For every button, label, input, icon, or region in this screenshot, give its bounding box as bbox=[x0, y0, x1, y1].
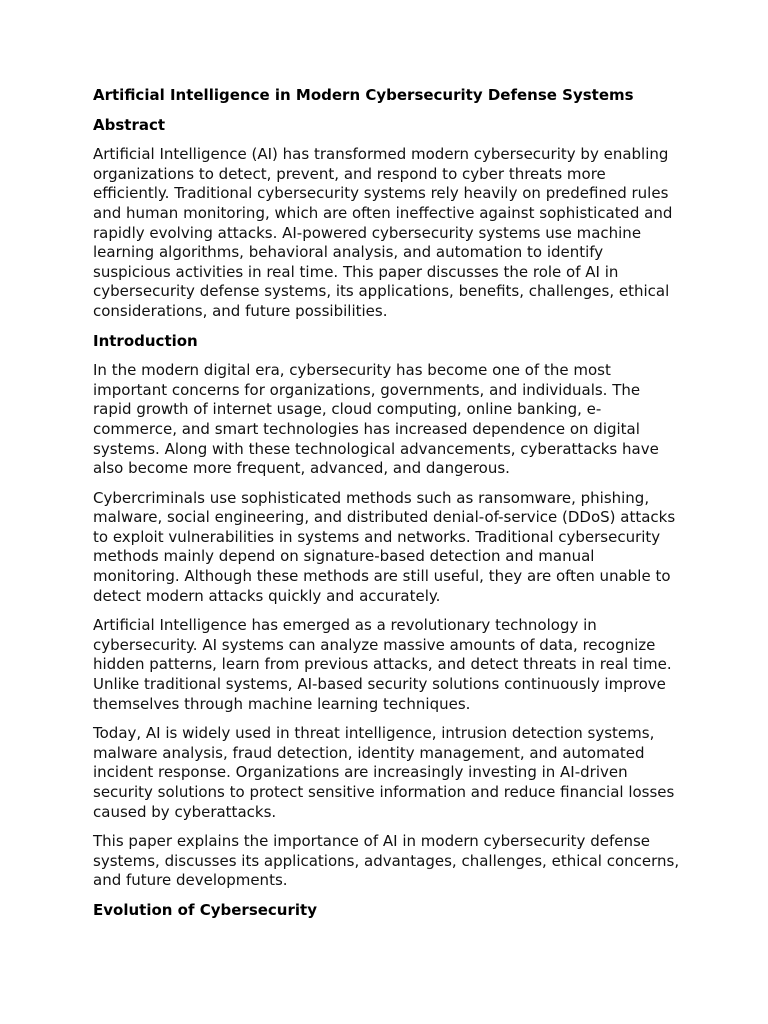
introduction-paragraph-2: Cybercriminals use sophisticated methods such as ransomware, phishing, malware, social engineering, and distributed denial-of-service (DDoS) attacks to exploit vulnerabilities in systems and networks. Traditional cybersecurity methods mainly depend on signature-based detection and manual monitoring. Although these methods are still useful, they are often unable to detect modern attacks quickly and accurately. bbox=[93, 488, 676, 605]
introduction-heading: Introduction bbox=[93, 331, 198, 350]
introduction-paragraph-5: This paper explains the importance of AI in modern cybersecurity defense systems, discusses its applications, advantages, challenges, ethical concerns, and future developments. bbox=[93, 832, 680, 890]
document-title: Artificial Intelligence in Modern Cybersecurity Defense Systems bbox=[93, 86, 634, 104]
introduction-paragraph-1: In the modern digital era, cybersecurity has become one of the most important concerns for organizations, governments, and individuals. The rapid growth of internet usage, cloud computing, online banking, e-commerce, and smart technologies has increased dependence on digital systems. Along with these technological advancements, cyberattacks have also become more frequent, advanced, and dangerous. bbox=[93, 361, 659, 478]
document-body bbox=[93, 86, 683, 931]
evolution-heading: Evolution of Cybersecurity bbox=[93, 900, 317, 919]
introduction-paragraph-3: Artificial Intelligence has emerged as a revolutionary technology in cybersecurity. AI systems can analyze massive amounts of data, recognize hidden patterns, learn from previous attacks, and detect threats in real time. Unlike traditional systems, AI-based security solutions continuously improve themselves through machine learning techniques. bbox=[93, 616, 672, 713]
abstract-paragraph: Artificial Intelligence (AI) has transformed modern cybersecurity by enabling organizations to detect, prevent, and respond to cyber threats more efficiently. Traditional cybersecurity systems rely heavily on predefined rules and human monitoring, which are often ineffective against sophisticated and rapidly evolving attacks. AI-powered cybersecurity systems use machine learning algorithms, behavioral analysis, and automation to identify suspicious activities in real time. This paper discusses the role of AI in cybersecurity defense systems, its applications, benefits, challenges, ethical considerations, and future possibilities. bbox=[93, 145, 673, 320]
abstract-heading: Abstract bbox=[93, 115, 166, 134]
introduction-paragraph-4: Today, AI is widely used in threat intelligence, intrusion detection systems, malware analysis, fraud detection, identity management, and automated incident response. Organizations are increasingly investing in AI-driven security solutions to protect sensitive information and reduce financial losses caused by cyberattacks. bbox=[93, 724, 675, 821]
